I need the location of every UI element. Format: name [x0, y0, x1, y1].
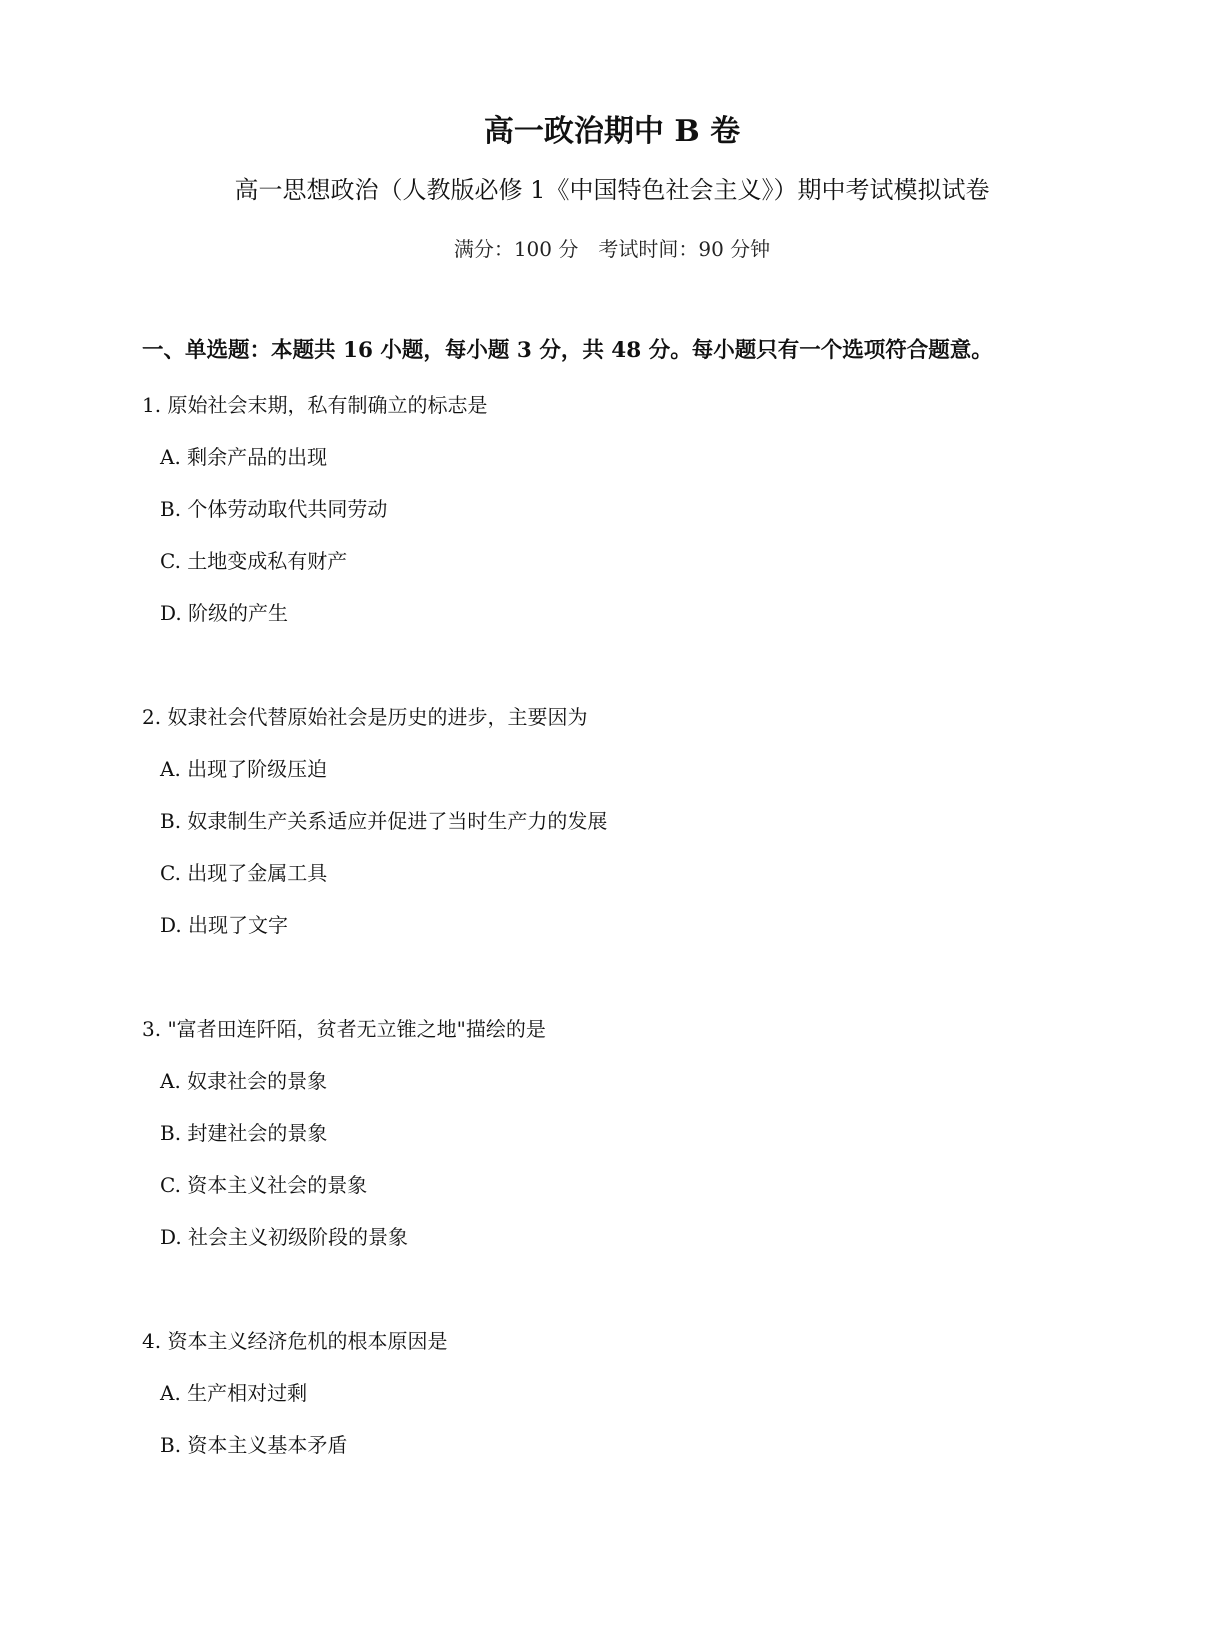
option-b: B. 奴隶制生产关系适应并促进了当时生产力的发展: [160, 809, 608, 833]
option-b: B. 个体劳动取代共同劳动: [160, 497, 388, 521]
option-d: D. 阶级的产生: [160, 601, 289, 625]
page-title: 高一政治期中 B 卷: [483, 114, 741, 149]
question-1: [142, 390, 1142, 702]
section-heading: 一、单选题：本题共 16 小题，每小题 3 分，共 48 分。每小题只有一个选项符合题意。: [142, 338, 993, 363]
question-stem: 1. 原始社会末期，私有制确立的标志是: [142, 393, 488, 417]
option-d: D. 社会主义初级阶段的景象: [160, 1225, 409, 1249]
option-a: A. 生产相对过剩: [160, 1381, 308, 1405]
option-a: A. 奴隶社会的景象: [160, 1069, 328, 1093]
option-b: B. 封建社会的景象: [160, 1121, 328, 1145]
option-c: C. 资本主义社会的景象: [160, 1173, 368, 1197]
option-c: C. 土地变成私有财产: [160, 549, 348, 573]
option-b: B. 资本主义基本矛盾: [160, 1433, 348, 1457]
option-d: D. 出现了文字: [160, 913, 289, 937]
question-2: [142, 702, 1142, 1014]
question-list: [142, 390, 1142, 1638]
option-a: A. 剩余产品的出现: [160, 445, 328, 469]
question-stem: 4. 资本主义经济危机的根本原因是: [142, 1329, 448, 1353]
exam-meta: 满分：100 分 考试时间：90 分钟: [453, 237, 771, 261]
question-stem: 3. "富者田连阡陌，贫者无立锥之地"描绘的是: [142, 1017, 546, 1041]
option-a: A. 出现了阶级压迫: [160, 757, 328, 781]
option-c: C. 出现了金属工具: [160, 861, 328, 885]
question-3: [142, 1014, 1142, 1326]
question-4: [142, 1326, 1142, 1638]
page-subtitle: 高一思想政治（人教版必修 1《中国特色社会主义》）期中考试模拟试卷: [234, 176, 990, 204]
question-stem: 2. 奴隶社会代替原始社会是历史的进步，主要因为: [142, 705, 588, 729]
